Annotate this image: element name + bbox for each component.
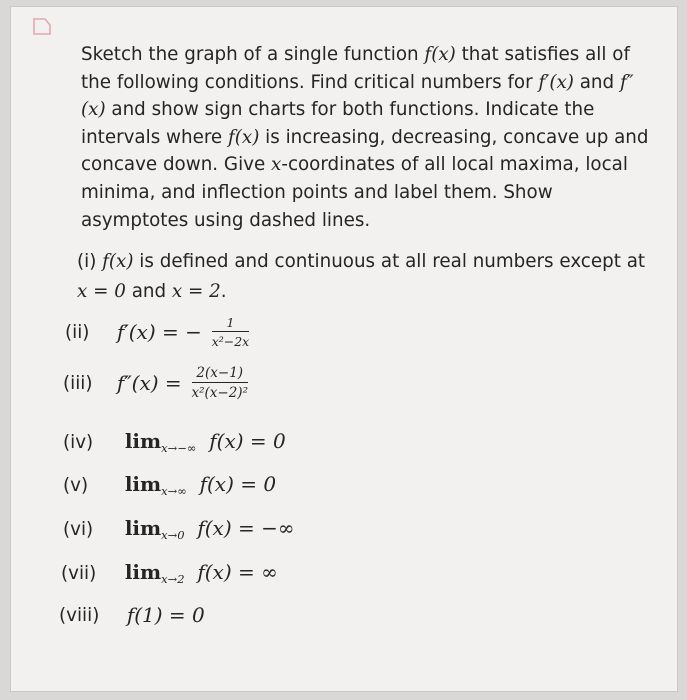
problem-statement: Sketch the graph of a single function f(x) that satisfies all of the following conditions. Find critical numbers for f′(x) and f″(x) and show sign charts for both functions. Indicate the intervals where f(x) is increasing, decreasing, concave up and concave down. Give x-coordinates of all local maxima, local minima, and inflection points and label them. Show asymptotes using dashed lines. [81, 44, 649, 231]
condition-label: (vi) [63, 518, 94, 540]
fprime-lhs: f′(x) = − [116, 320, 202, 344]
document-corner-icon [31, 15, 53, 37]
condition-viii [59, 603, 205, 627]
condition-label: (ii) [65, 321, 90, 343]
fraction-numerator: 1 [212, 315, 250, 332]
lim-subscript: x→0 [161, 528, 185, 542]
math-x-equals-2: x = 2 [171, 281, 221, 302]
math-x-equals-0: x = 0 [77, 281, 126, 302]
condition-iv [63, 429, 286, 455]
fraction-numerator: 2(x−1) [192, 365, 249, 383]
condition-vii [61, 560, 278, 586]
worksheet-page [10, 6, 678, 692]
math-fdoubleprime: f″(x) [81, 71, 634, 121]
condition-i: (i) f(x) is defined and continuous at all real numbers except at x = 0 and x = 2. [77, 251, 646, 302]
lim-rhs: f(x) = 0 [209, 429, 286, 453]
condition-vi [63, 516, 295, 542]
lim-subscript: x→∞ [161, 484, 187, 498]
fraction-denominator: x²(x−2)² [191, 385, 248, 401]
math-fx: f(x) [102, 251, 134, 272]
condition-label: (viii) [59, 604, 100, 626]
lim-rhs: f(x) = −∞ [197, 516, 295, 540]
condition-v [63, 472, 276, 498]
lim-operator: lim [124, 429, 162, 453]
condition-label: (vii) [61, 562, 97, 584]
lim-operator: lim [124, 472, 162, 496]
f-of-1-expression: f(1) = 0 [126, 603, 205, 627]
condition-label: (iv) [63, 431, 94, 453]
condition-label: (v) [63, 474, 89, 496]
math-fx: f(x) [424, 44, 456, 65]
fraction-denominator: x²−2x [211, 334, 250, 349]
lim-subscript: x→2 [161, 572, 185, 586]
fdoubleprime-lhs: f″(x) = [116, 371, 182, 395]
lim-rhs: f(x) = ∞ [197, 560, 278, 584]
math-x: x [271, 154, 282, 176]
lim-rhs: f(x) = 0 [199, 472, 277, 496]
condition-iii [63, 365, 248, 401]
condition-label: (i) [77, 251, 97, 272]
fdoubleprime-fraction [192, 365, 249, 401]
fprime-fraction [212, 315, 250, 349]
lim-operator: lim [124, 516, 162, 540]
math-fprime: f′(x) [538, 71, 574, 93]
math-fx-2: f(x) [228, 126, 260, 148]
condition-label: (iii) [63, 372, 93, 394]
condition-ii [65, 315, 249, 349]
lim-subscript: x→−∞ [161, 441, 197, 455]
lim-operator: lim [124, 560, 162, 584]
